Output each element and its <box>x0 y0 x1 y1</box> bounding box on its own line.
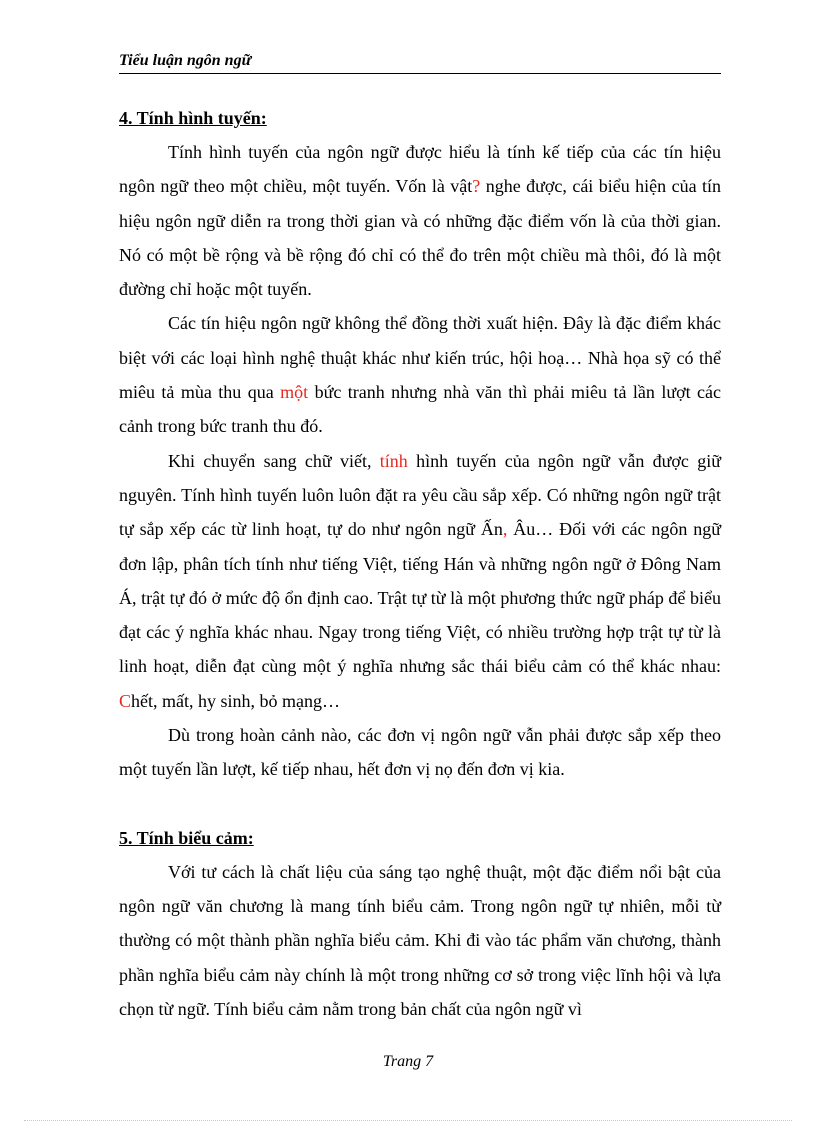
section-4-paragraph-4: Dù trong hoàn cảnh nào, các đơn vị ngôn ngữ vẫn phải được sắp xếp theo một tuyến lần lượt, kế tiếp nhau, hết đơn vị nọ đến đơn vị kia. <box>119 725 721 780</box>
section-spacer <box>119 787 721 821</box>
text-run: nghe được, cái biểu hiện của tín hiệu ngôn ngữ diễn ra trong thời gian và có những đặc điểm vốn là của thời gian. Nó có một bề rộng và bề rộng đó chỉ có thể đo trên một chiều mà thôi, đó là một đường chỉ hoặc một tuyến. <box>119 176 722 300</box>
section-4-heading: 4. Tính hình tuyến: <box>119 108 267 128</box>
section-5-heading: 5. Tính biểu cảm: <box>119 827 254 848</box>
section-4-paragraph-3 <box>119 444 721 718</box>
page-boundary-divider <box>24 1120 792 1121</box>
highlight-red: một <box>280 382 309 403</box>
text-run: Âu… Đối với các ngôn ngữ đơn lập, phân tích tính như tiếng Việt, tiếng Hán và những ngôn ngữ ở Đông Nam Á, trật tự đó ở mức độ ổn định cao. Trật tự từ là một phương thức ngữ pháp để biểu đạt các ý nghĩa khác nhau. Ngay trong tiếng Việt, có nhiều trường hợp trật tự từ là linh hoạt, diễn đạt cùng một ý nghĩa nhưng sắc thái biểu cảm có thể khác nhau: <box>119 519 721 677</box>
highlight-red: , <box>502 519 508 540</box>
page-header <box>119 52 721 74</box>
text-run: hình tuyến của ngôn ngữ vẫn được giữ nguyên. Tính hình tuyến luôn luôn đặt ra yêu cầu sắp xếp. Có những ngôn ngữ trật tự sắp xếp các từ linh hoạt, tự do như ngôn ngữ Ấn <box>119 450 721 540</box>
text-run: Các tín hiệu ngôn ngữ không thể đồng thời xuất hiện. Đây là đặc điểm khác biệt với các loại hình nghệ thuật khác như kiến trúc, hội hoạ… Nhà họa sỹ có thể miêu tả mùa thu qua <box>119 313 721 403</box>
text-run: bức tranh nhưng nhà văn thì phải miêu tả lần lượt các cảnh trong bức tranh thu đó. <box>119 382 721 437</box>
highlight-red: C <box>119 690 132 711</box>
section-4-paragraph-1 <box>119 135 721 306</box>
section-4-paragraph-2 <box>119 306 721 443</box>
page-number: Trang 7 <box>382 1053 434 1070</box>
text-run: Tính hình tuyến của ngôn ngữ được hiểu là tính kế tiếp của các tín hiệu ngôn ngữ theo một chiều, một tuyến. Vốn là vật <box>119 142 721 197</box>
highlight-red: ? <box>472 176 481 197</box>
text-run: Khi chuyển sang chữ viết, <box>168 450 380 471</box>
page-footer <box>0 1053 816 1071</box>
text-run: hết, mất, hy sinh, bỏ mạng… <box>131 690 340 711</box>
page-content <box>119 101 721 1026</box>
highlight-red: tính <box>379 450 408 471</box>
header-title: Tiểu luận ngôn ngữ <box>119 52 252 69</box>
section-5-paragraph-1: Với tư cách là chất liệu của sáng tạo nghệ thuật, một đặc điểm nổi bật của ngôn ngữ văn chương là mang tính biểu cảm. Trong ngôn ngữ tự nhiên, mỗi từ thường có một thành phần nghĩa biểu cảm. Khi đi vào tác phẩm văn chương, thành phần nghĩa biểu cảm này chính là một trong những cơ sở trong việc lĩnh hội và lựa chọn từ ngữ. Tính biểu cảm nằm trong bản chất của ngôn ngữ vì <box>119 861 721 1019</box>
